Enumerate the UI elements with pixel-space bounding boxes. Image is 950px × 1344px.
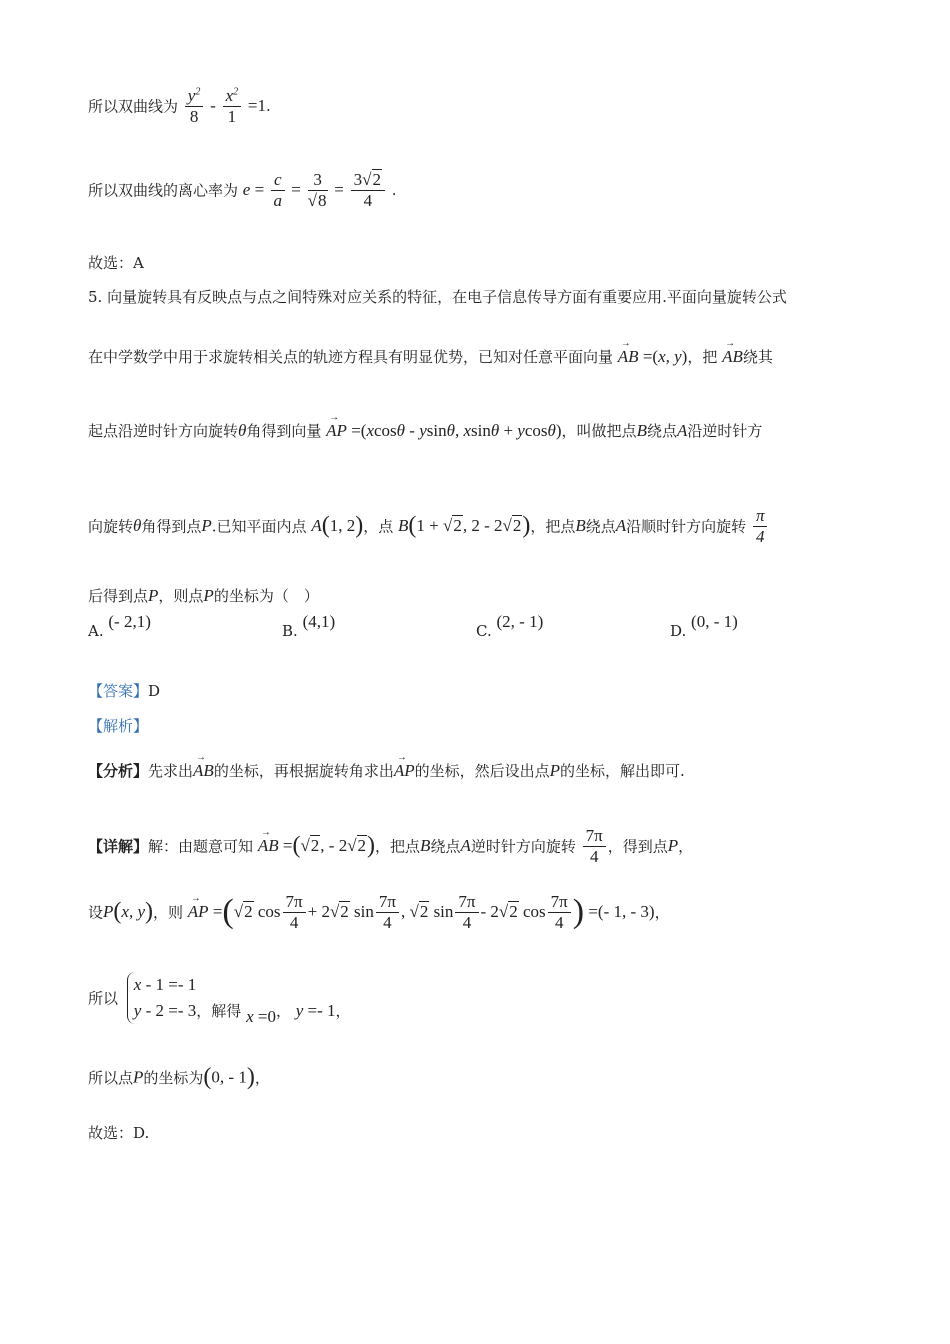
option-c-label: C.: [476, 622, 492, 640]
set-line: 设P(x, y)，则 → AP =(√2 cos $\frac{7\pi}{4}$ + 2√2 sin $\frac{7\pi}{4}$ , √2 sin $\frac{7\pi}{4}$ - 2√2 cos $\frac{7\pi}{4}$ ) =(- 1, - 3)，: [88, 892, 670, 932]
q5-line2: 在中学数学中用于求旋转相关点的轨迹方程具有明显优势，已知对任意平面向量 → AB =(x, y)，把 → AB绕其: [88, 346, 773, 367]
q5-text-4a: 向旋转: [88, 517, 134, 536]
q5-text-5c: 的坐标为（ ）: [213, 587, 319, 605]
so-text-b: ，解得: [196, 1002, 242, 1020]
q5-text-4f: 绕点: [585, 517, 616, 536]
frac-3sqrt2-4: $\frac{3√2}{4}$: [351, 170, 385, 210]
xj-text-d: 逆时针方向旋转: [470, 837, 576, 856]
xj-text-a: 解：由题意可知: [148, 837, 254, 856]
vector-ab-2: → AB: [722, 347, 743, 367]
hyperbola-line: 所以双曲线为 $\frac{y^2}{8}$ - $\frac{x^2}{1}$ =1.: [88, 86, 271, 126]
so-text-c: 所以点: [88, 1069, 134, 1087]
option-a[interactable]: [88, 612, 151, 640]
option-d[interactable]: [670, 612, 738, 640]
eccentricity-text: 所以双曲线的离心率为: [88, 181, 239, 200]
q5-text-3e: 沿逆时针方: [687, 422, 763, 440]
frac-3-sqrt8: $\frac{3}{√8}$: [307, 170, 327, 210]
eccentricity-line: 所以双曲线的离心率为 e = $\frac{c}{a}$ = $\frac{3}{√8}$ = $\frac{3√2}{4}$ .: [88, 170, 397, 210]
fenxi-tag: 【分析】: [88, 762, 149, 780]
q5-text-4c: .已知平面内点: [211, 517, 307, 536]
frac-7pi-4-d: $\frac{7\pi}{4}$: [548, 892, 571, 932]
so-text-d: 的坐标为: [143, 1069, 204, 1087]
q5-text-4d: ，点: [363, 517, 394, 536]
fenxi-text-b: 的坐标，再根据旋转角求出: [213, 762, 394, 780]
q5-text-5a: 后得到点: [88, 587, 149, 605]
fenxi-text-c: 的坐标，然后设出点: [414, 762, 550, 780]
xj-text-c: 绕点: [430, 837, 461, 856]
frac-7pi-4: $\frac{7\pi}{4}$: [583, 826, 606, 866]
q5-text-5b: ，则点: [158, 587, 204, 605]
answer-value: D: [148, 682, 161, 700]
q5-text-3d: 绕点: [646, 422, 677, 440]
answer-line: [88, 680, 160, 701]
fenxi-text-a: 先求出: [148, 762, 194, 780]
frac-y2-8: $\frac{y^2}{8}$: [185, 86, 204, 126]
option-c-value: (2, - 1): [496, 612, 544, 631]
frac-x2-1: $\frac{x^2}{1}$: [223, 86, 242, 126]
set-text-a: 设: [88, 903, 104, 922]
q5-text-2b: ，把: [687, 348, 718, 366]
final-choice: 故选：D.: [88, 1124, 150, 1142]
option-c[interactable]: [476, 612, 544, 640]
frac-7pi-4-c: $\frac{7\pi}{4}$: [455, 892, 478, 932]
option-d-value: (0, - 1): [691, 612, 738, 631]
option-b-label: B.: [282, 622, 298, 640]
xj-text-b: ，把点: [375, 837, 421, 856]
xiangjie-tag: 【详解】: [88, 837, 149, 856]
set-text-b: ，则: [153, 903, 184, 922]
q5-text-3b: 角得到向量: [246, 422, 322, 440]
vector-ap: → AP: [326, 421, 347, 441]
vector-ab: → AB: [618, 347, 639, 367]
answer-tag: 【答案】: [88, 682, 149, 700]
q5-text-4b: 角得到点: [141, 517, 202, 536]
fenxi-text-d: 的坐标，解出即可.: [560, 762, 685, 780]
system-line: [88, 972, 355, 1024]
q5-text-2c: 绕其: [742, 348, 773, 366]
fenxi-line: 【分析】先求出→ AB的坐标，再根据旋转角求出→ AP的坐标，然后设出点P的坐标，解出即可.: [88, 760, 685, 781]
hyperbola-eq: =1: [247, 96, 266, 116]
frac-pi-4: $\frac{\pi}{4}$: [753, 506, 768, 546]
hyperbola-text: 所以双曲线为: [88, 97, 179, 116]
q5-text-4e: ，把点: [530, 517, 576, 536]
result-line: 所以点P的坐标为(0, - 1)，: [88, 1064, 270, 1090]
q5-line1: 5. 向量旋转具有反映点与点之间特殊对应关系的特征，在电子信息传导方面有重要应用.平面向量旋转公式: [88, 288, 787, 306]
vector-ap-3: → AP: [188, 902, 209, 922]
vector-ab-3: → AB: [193, 761, 214, 781]
so-text-a: 所以: [88, 989, 119, 1008]
choose-a: 故选：A: [88, 254, 144, 272]
analysis-tag: 【解析】: [88, 717, 149, 735]
q5-text-4g: 沿顺时针方向旋转: [626, 517, 747, 536]
q5-line3: 起点沿逆时针方向旋转θ角得到向量 → AP =(xcosθ - ysinθ, xsinθ + ycosθ)，叫做把点B绕点A沿逆时针方: [88, 420, 762, 441]
option-a-value: (- 2,1): [108, 612, 151, 631]
option-d-label: D.: [670, 622, 687, 640]
equation-system: x - 1 =- 1 y - 2 =- 3，解得 x =0， y =- 1，: [127, 972, 351, 1024]
option-b[interactable]: [282, 612, 336, 640]
q5-line4: 向旋转θ角得到点P.已知平面内点 A(1, 2)，点 B(1 + √2, 2 - 2√2)，把点B绕点A沿顺时针方向旋转 $\frac{\pi}{4}$: [88, 506, 769, 546]
frac-c-a: $\frac{c}{a}$: [271, 170, 285, 210]
q5-text-3a: 起点沿逆时针方向旋转: [88, 422, 239, 440]
q5-line5: 后得到点P，则点P的坐标为（ ）: [88, 586, 319, 605]
option-a-label: A.: [88, 622, 104, 640]
vector-ab-4: → AB: [258, 836, 279, 856]
frac-7pi-4-a: $\frac{7\pi}{4}$: [283, 892, 306, 932]
q5-text-2a: 在中学数学中用于求旋转相关点的轨迹方程具有明显优势，已知对任意平面向量: [88, 348, 614, 366]
vector-ap-2: → AP: [394, 761, 415, 781]
xj-text-e: ，得到点: [607, 837, 668, 856]
q5-text-3c: ，叫做把点: [561, 422, 637, 440]
frac-7pi-4-b: $\frac{7\pi}{4}$: [376, 892, 399, 932]
option-b-value: (4,1): [302, 612, 336, 631]
xiangjie-line: 【详解】解：由题意可知 → AB =(√2, - 2√2)，把点B绕点A逆时针方向旋转 $\frac{7\pi}{4}$ ，得到点P，: [88, 826, 693, 866]
